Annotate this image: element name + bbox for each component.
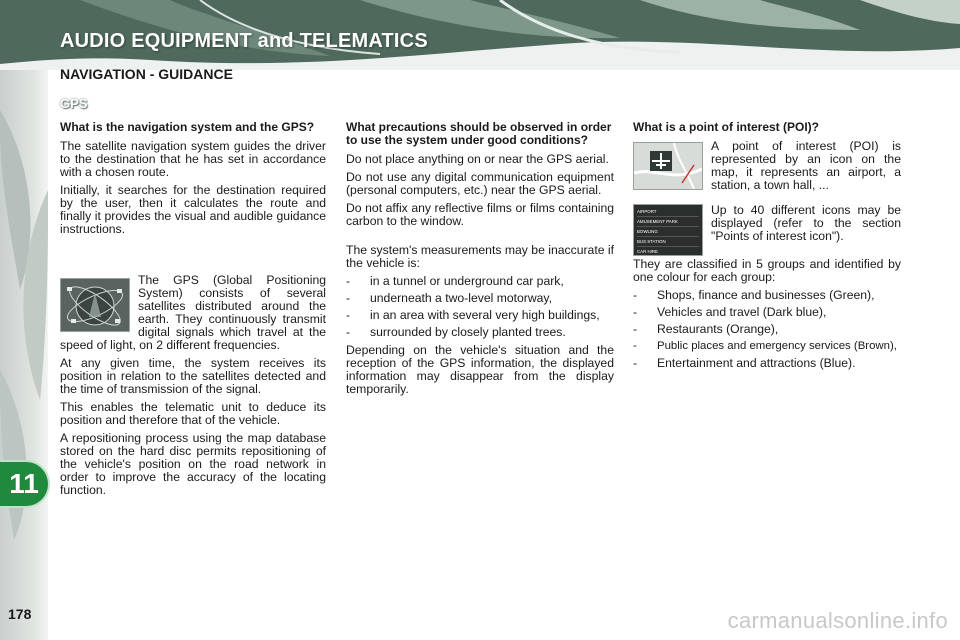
poi-list-screen	[633, 204, 703, 256]
column1-paragraph-6: A repositioning process using the map database stored on the hard disc permits repositioning of the vehicle's position on the road network in order to improve the accuracy of the locating function.	[60, 431, 326, 497]
page-number: 178	[8, 606, 32, 622]
column2-paragraph-5: Depending on the vehicle's situation and the reception of the GPS information, the displayed information may disappear from the display temporarily.	[346, 343, 614, 396]
column1-heading: What is the navigation system and the GPS?	[60, 120, 315, 134]
column2-heading: What precautions should be observed in order to use the system under good conditions?	[346, 120, 612, 147]
poi-list-item: BOWLING	[637, 227, 699, 237]
column-precautions	[346, 121, 614, 401]
column3-paragraph-2: Up to 40 different icons may be displayed (refer to the section "Points of interest icon").	[711, 203, 901, 243]
page-title: AUDIO EQUIPMENT and TELEMATICS	[60, 30, 428, 52]
strip-leaf-pattern	[0, 70, 48, 640]
list-item: - in an area with several very high buildings,	[346, 308, 600, 322]
poi-list-item: BUS STATION	[637, 237, 699, 247]
watermark: carmanualsonline.info	[727, 608, 948, 633]
section-title: NAVIGATION - GUIDANCE	[60, 66, 233, 82]
chapter-number: 11	[9, 468, 39, 499]
list-item: - Entertainment and attractions (Blue).	[633, 356, 856, 370]
list-item: - Restaurants (Orange),	[633, 322, 779, 336]
column1-paragraph-1: The satellite navigation system guides the driver to the destination that he has set in accordance with a chosen route.	[60, 139, 326, 179]
poi-list-item: AIRPORT	[637, 207, 699, 217]
column3-paragraph-3: They are classified in 5 groups and identified by one colour for each group:	[633, 257, 901, 284]
column2-paragraph-1: Do not place anything on or near the GPS aerial.	[346, 152, 609, 166]
poi-list-item: AMUSEMENT PARK	[637, 217, 699, 227]
column3-paragraph-1: A point of interest (POI) is represented by an icon on the map, it represents an airport, a station, a town hall, ...	[711, 139, 901, 192]
poi-list-item: CAR HIRE	[637, 249, 658, 254]
column2-paragraph-4: The system's measurements may be inaccurate if the vehicle is:	[346, 243, 614, 270]
globe-satellites-icon	[60, 278, 130, 332]
column3-heading: What is a point of interest (POI)?	[633, 120, 819, 134]
list-item: - surrounded by closely planted trees.	[346, 325, 566, 339]
column1-paragraph-2: Initially, it searches for the destination required by the user, then it calculates the route and finally it provides the visual and audible guidance instructions.	[60, 183, 326, 236]
left-strip	[0, 70, 48, 640]
gps-heading: GPS	[60, 96, 88, 111]
conditions-list	[346, 275, 614, 339]
airport-map-icon	[633, 142, 703, 190]
column-poi	[633, 121, 901, 375]
column2-paragraph-3: Do not affix any reflective films or films containing carbon to the window.	[346, 201, 614, 228]
column-navigation-gps	[60, 121, 326, 502]
list-item: - Shops, finance and businesses (Green),	[633, 288, 875, 302]
list-item: - in a tunnel or underground car park,	[346, 274, 564, 288]
list-item: - underneath a two-level motorway,	[346, 291, 553, 305]
column1-paragraph-5: This enables the telematic unit to deduce its position and therefore that of the vehicle.	[60, 400, 326, 427]
column1-paragraph-3: The GPS (Global Positioning System) consists of several satellites distributed around the earth. They continuously transmit digital signals which travel at the speed of light, on 2 different frequencies.	[60, 273, 326, 352]
column2-paragraph-2: Do not use any digital communication equipment (personal computers, etc.) near the GPS aerial.	[346, 170, 614, 197]
column1-paragraph-4: At any given time, the system receives its position in relation to the satellites detected and the time of transmission of the signal.	[60, 356, 326, 396]
list-item: - Public places and emergency services (Brown),	[633, 340, 897, 352]
list-item: - Vehicles and travel (Dark blue),	[633, 305, 827, 319]
poi-groups-list	[633, 289, 901, 370]
